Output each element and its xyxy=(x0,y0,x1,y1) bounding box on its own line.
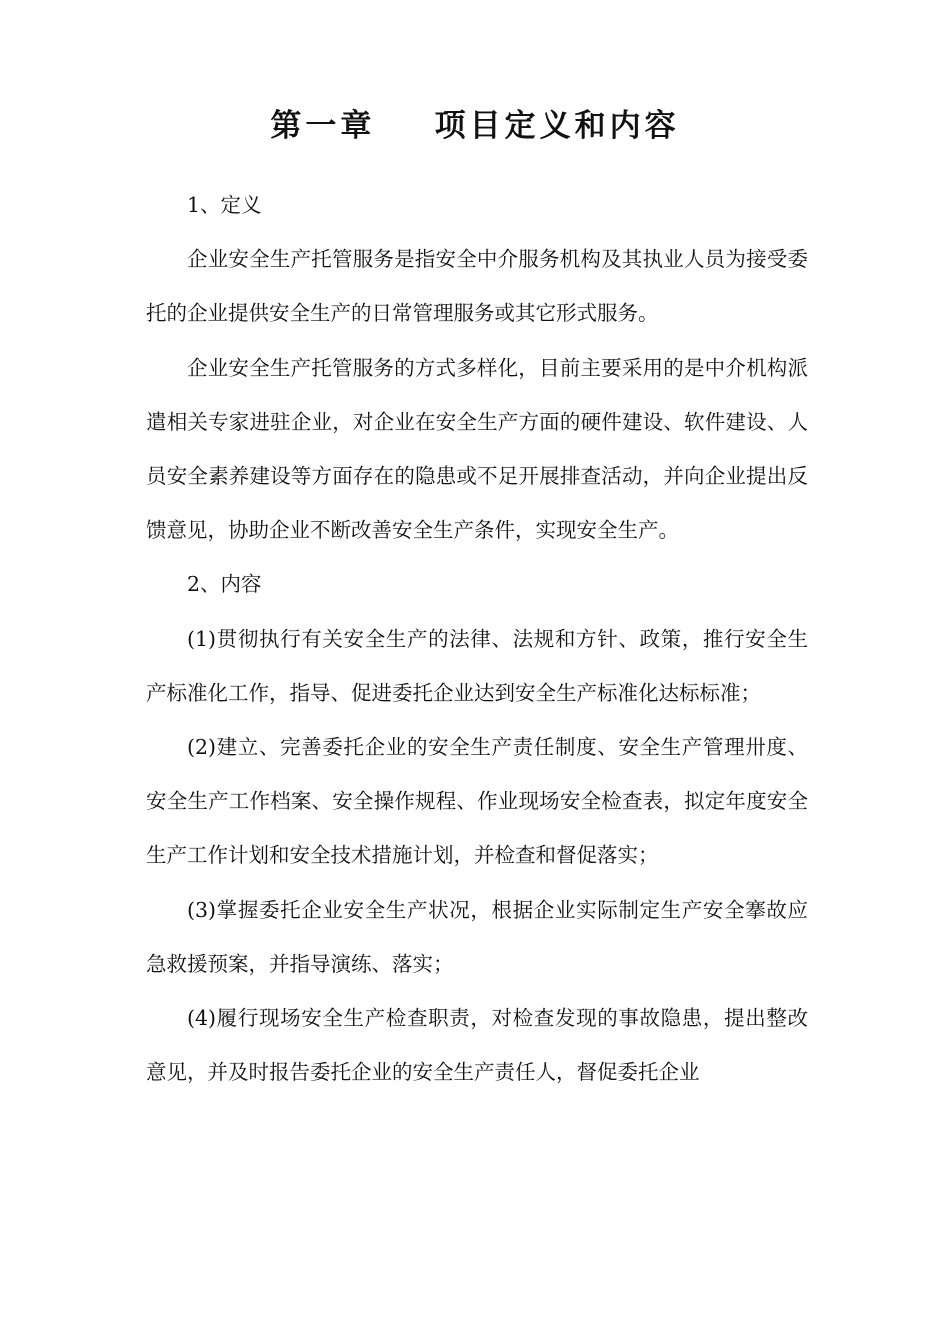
list-item-4: (4)履行现场安全生产检查职责，对检查发现的事故隐患，提出整改意见，并及时报告委托企业的安全生产责任人，督促委托企业 xyxy=(146,1006,808,1085)
chapter-title: 第一章 项目定义和内容 xyxy=(270,108,680,144)
list-item-2: (2)建立、完善委托企业的安全生产责任制度、安全生产管理卅度、安全生产工作档案、安全操作规程、作业现场安全检查表，拟定年度安全生产工作计划和安全技术措施计划，并检查和督促落实； xyxy=(146,735,808,868)
section-heading-definition: 1、定义 xyxy=(187,193,262,217)
section-heading-content: 2、内容 xyxy=(187,572,262,597)
list-item-3: (3)掌握委托企业安全生产状况，根据企业实际制定生产安全搴故应急救援预案，并指导演练、落实； xyxy=(146,897,808,976)
paragraph-service-methods: 企业安全生产托管服务的方式多样化，目前主要采用的是中介机构派遣相关专家进驻企业，对企业在安全生产方面的硬件建设、软件建设、人员安全素养建设等方面存在的隐患或不足开展排查活动，并向企业提出反馈意见，协助企业不断改善安全生产条件，实现安全生产。 xyxy=(146,355,808,543)
list-item-1: (1)贯彻执行有关安全生产的法律、法规和方针、政策，推行安全生产标准化工作，指导、促进委托企业达到安全生产标准化达标标准； xyxy=(146,626,808,705)
paragraph-definition: 企业安全生产托管服务是指安全中介服务机构及其执业人员为接受委托的企业提供安全生产的日常管理服务或其它形式服务。 xyxy=(146,247,808,326)
document-body xyxy=(146,178,808,1099)
